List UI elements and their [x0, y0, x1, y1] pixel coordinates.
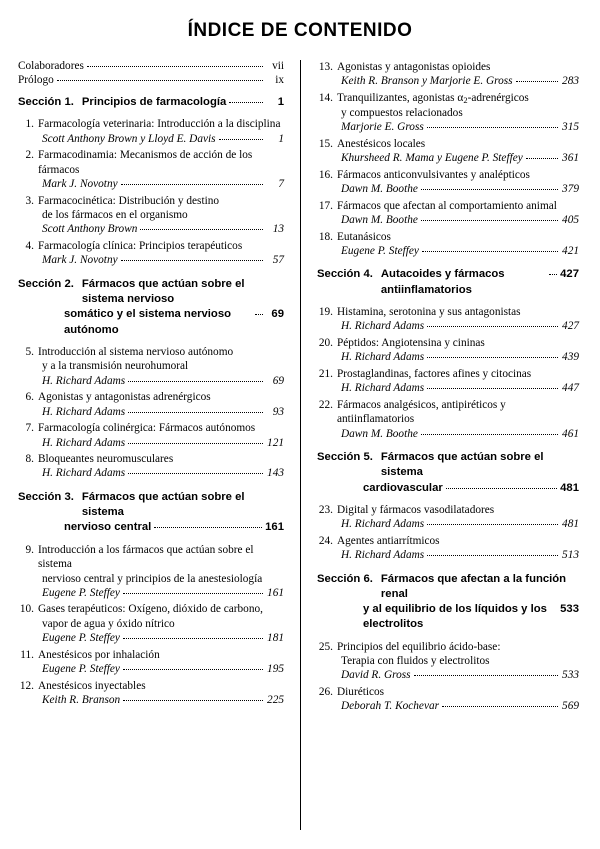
toc-chapter-entry[interactable]: [317, 91, 579, 135]
toc-chapter-entry[interactable]: [317, 685, 579, 714]
column-divider: [300, 60, 301, 830]
chapter-author: H. Richard Adams: [42, 374, 126, 387]
chapter-author-line: [18, 693, 284, 707]
dot-leader: [128, 472, 263, 474]
chapter-title-continued: nervioso central y principios de la anestesiología: [42, 572, 263, 585]
chapter-number: 8.: [25, 452, 34, 465]
chapter-number: 14.: [318, 91, 333, 104]
chapter-author: H. Richard Adams: [42, 405, 126, 418]
toc-chapter-entry[interactable]: [317, 168, 579, 197]
chapter-author-line: [18, 222, 284, 236]
dot-leader: [516, 80, 558, 82]
toc-chapter-entry[interactable]: [18, 239, 284, 268]
chapter-author-line: [317, 182, 579, 196]
chapter-author: Deborah T. Kochevar: [341, 700, 439, 713]
chapter-author-line: [18, 132, 284, 146]
front-matter-title: Prólogo: [18, 74, 54, 86]
chapter-title: Gases terapéuticos: Oxígeno, dióxido de carbono,: [38, 603, 263, 616]
dot-leader: [427, 523, 558, 525]
chapter-number: 22.: [318, 398, 333, 411]
dot-leader: [526, 157, 558, 159]
dot-leader: [427, 126, 558, 128]
chapter-title: Agentes antiarrítmicos: [337, 534, 440, 547]
page-number: 121: [267, 436, 284, 449]
toc-section-heading[interactable]: [18, 277, 284, 338]
chapter-title: Farmacología clínica: Principios terapéuticos: [38, 239, 243, 252]
dot-leader: [57, 79, 263, 81]
chapter-author-line: [317, 668, 579, 682]
toc-section-heading[interactable]: [18, 490, 284, 536]
chapter-author-line: [317, 74, 579, 88]
toc-chapter-entry[interactable]: [18, 421, 284, 450]
page-number: 143: [267, 467, 284, 480]
chapter-title: Principios del equilibrio ácido-base:: [337, 640, 501, 653]
chapter-title-continued: Terapia con fluidos y electrolitos: [341, 655, 490, 668]
chapter-number: 20.: [318, 336, 333, 349]
page-number: 405: [562, 214, 579, 227]
chapter-number: 13.: [318, 61, 333, 73]
toc-section-heading[interactable]: [317, 572, 579, 633]
chapter-author: Dawn M. Boothe: [341, 183, 418, 196]
page-number: 93: [272, 405, 284, 418]
toc-chapter-entry[interactable]: [18, 390, 284, 419]
toc-chapter-entry[interactable]: [317, 534, 579, 563]
chapter-title-continued: y compuestos relacionados: [341, 106, 463, 119]
section-label: Sección 2.: [18, 277, 74, 290]
toc-chapter-entry[interactable]: [317, 640, 579, 683]
section-label: Sección 3.: [18, 490, 74, 503]
page-number: 1: [277, 96, 284, 108]
toc-chapter-entry[interactable]: [18, 117, 284, 146]
chapter-title: Farmacodinamia: Mecanismos de acción de los fármacos: [38, 149, 253, 176]
toc-chapter-entry[interactable]: [317, 305, 579, 334]
chapter-author-line: [18, 662, 284, 676]
chapter-author-line: [317, 427, 579, 441]
page-number: 427: [562, 320, 579, 333]
dot-leader: [549, 273, 557, 275]
page-number: ix: [275, 74, 284, 86]
toc-chapter-entry[interactable]: [18, 452, 284, 481]
chapter-author: Mark J. Novotny: [42, 254, 118, 267]
chapter-author-line: [317, 699, 579, 713]
page-number: 7: [278, 178, 284, 191]
chapter-author-line: [317, 319, 579, 333]
toc-columns: [18, 60, 582, 830]
chapter-title: Diuréticos: [337, 685, 385, 698]
toc-chapter-entry[interactable]: [317, 336, 579, 365]
dot-leader: [140, 228, 263, 230]
chapter-number: 3.: [25, 194, 34, 207]
chapter-number: 11.: [20, 648, 34, 661]
dot-leader: [446, 487, 557, 489]
chapter-author: H. Richard Adams: [42, 436, 126, 449]
page-number: 439: [562, 351, 579, 364]
chapter-number: 16.: [318, 168, 333, 181]
page-number: 181: [267, 632, 284, 645]
chapter-number: 5.: [25, 345, 34, 358]
chapter-number: 15.: [318, 137, 333, 150]
chapter-author: H. Richard Adams: [341, 549, 425, 562]
chapter-author-line: [317, 151, 579, 165]
chapter-author: Eugene P. Steffey: [42, 632, 120, 645]
dot-leader: [427, 325, 558, 327]
section-label: Sección 1.: [18, 96, 74, 108]
page-number: 13: [272, 223, 284, 236]
chapter-author: H. Richard Adams: [42, 467, 126, 480]
chapter-author: Keith R. Branson y Marjorie E. Gross: [341, 75, 513, 88]
dot-leader: [427, 356, 558, 358]
page-number: 69: [272, 374, 284, 387]
dot-leader: [442, 705, 558, 707]
chapter-author-line: [18, 466, 284, 480]
dot-leader: [414, 674, 558, 676]
chapter-author: Eugene P. Steffey: [341, 244, 419, 257]
toc-chapter-entry[interactable]: [317, 199, 579, 228]
page-number: 225: [267, 694, 284, 707]
chapter-number: 25.: [318, 640, 333, 653]
section-title-continued: nervioso central: [64, 521, 152, 534]
chapter-author: Eugene P. Steffey: [42, 586, 120, 599]
page-number: 69: [271, 308, 284, 321]
section-title-continued: y al equilibrio de los líquidos y los electrolitos: [363, 603, 547, 631]
chapter-title: Farmacología colinérgica: Fármacos autónomos: [38, 422, 256, 435]
chapter-author: Khursheed R. Mama y Eugene P. Steffey: [341, 152, 523, 165]
dot-leader: [123, 637, 263, 639]
chapter-title: Agonistas y antagonistas opioides: [337, 61, 491, 73]
chapter-author-line: [317, 517, 579, 531]
chapter-title: Bloqueantes neuromusculares: [38, 452, 174, 465]
dot-leader: [128, 442, 263, 444]
section-title: Fármacos que actúan sobre el sistema: [380, 451, 544, 479]
page-number: 533: [562, 669, 579, 682]
chapter-number: 7.: [25, 422, 34, 435]
chapter-author-line: [18, 631, 284, 645]
toc-front-matter-entry[interactable]: [18, 60, 284, 72]
page-number: 569: [562, 700, 579, 713]
chapter-number: 17.: [318, 199, 333, 212]
dot-leader: [123, 592, 263, 594]
chapter-author: Dawn M. Boothe: [341, 214, 418, 227]
toc-chapter-entry[interactable]: [317, 503, 579, 532]
chapter-author: Keith R. Branson: [42, 694, 121, 707]
chapter-title: Fármacos analgésicos, antipiréticos y antiinflamatorios: [337, 398, 506, 426]
chapter-number: 9.: [25, 543, 34, 556]
chapter-number: 23.: [318, 503, 333, 516]
chapter-number: 12.: [19, 679, 34, 692]
chapter-author-line: [317, 381, 579, 395]
dot-leader: [128, 411, 263, 413]
chapter-number: 6.: [25, 391, 34, 404]
chapter-author-line: [18, 436, 284, 450]
toc-front-matter-entry[interactable]: [18, 74, 284, 86]
dot-leader: [154, 526, 262, 528]
chapter-title: Fármacos anticonvulsivantes y analépticos: [337, 168, 530, 181]
toc-chapter-entry[interactable]: [18, 602, 284, 645]
chapter-title: Farmacología veterinaria: Introducción a la disciplina: [38, 118, 281, 131]
chapter-author: Dawn M. Boothe: [341, 427, 418, 440]
toc-chapter-entry[interactable]: [18, 679, 284, 708]
page-number: 161: [267, 586, 284, 599]
chapter-title: Introducción al sistema nervioso autónomo: [38, 345, 234, 358]
section-label: Sección 6.: [317, 572, 373, 585]
page-number: 533: [560, 603, 579, 616]
page-number: 481: [562, 518, 579, 531]
page-number: 481: [560, 481, 579, 494]
page-number: 461: [562, 427, 579, 440]
dot-leader: [421, 188, 558, 190]
chapter-title: Histamina, serotonina y sus antagonistas: [337, 305, 521, 318]
dot-leader: [87, 65, 263, 67]
chapter-author: Eugene P. Steffey: [42, 663, 120, 676]
section-title: Principios de farmacología: [81, 96, 227, 108]
section-title: Fármacos que actúan sobre el sistema nervioso: [81, 277, 245, 306]
chapter-author-line: [317, 548, 579, 562]
chapter-title: Agonistas y antagonistas adrenérgicos: [38, 391, 211, 404]
chapter-title: Anestésicos locales: [337, 137, 426, 150]
page-number: 447: [562, 382, 579, 395]
toc-chapter-entry[interactable]: [317, 367, 579, 396]
chapter-title: Eutanásicos: [337, 230, 391, 243]
chapter-author: H. Richard Adams: [341, 351, 425, 364]
section-title: Fármacos que actúan sobre el sistema: [81, 490, 245, 519]
page-number: 161: [265, 521, 284, 534]
page-number: 1: [278, 132, 284, 145]
chapter-author: H. Richard Adams: [341, 382, 425, 395]
section-title-continued: cardiovascular: [363, 481, 443, 494]
chapter-author-line: [18, 253, 284, 267]
toc-section-heading[interactable]: [18, 95, 284, 110]
chapter-number: 18.: [318, 230, 333, 243]
dot-leader: [121, 183, 263, 185]
page-number: 361: [562, 152, 579, 165]
dot-leader: [128, 380, 263, 382]
dot-leader: [427, 387, 558, 389]
page-number: vii: [272, 60, 284, 72]
page-title: ÍNDICE DE CONTENIDO: [187, 20, 413, 41]
toc-chapter-entry[interactable]: [18, 543, 284, 601]
section-title: Fármacos que afectan a la función renal: [380, 572, 567, 600]
chapter-number: 4.: [25, 239, 34, 252]
chapter-number: 19.: [318, 305, 333, 318]
dot-leader: [229, 101, 263, 103]
section-title-continued: somático y el sistema nervioso autónomo: [64, 308, 232, 336]
chapter-title: Tranquilizantes, agonistas $\alpha_2$-adrenérgicos: [337, 91, 529, 106]
dot-leader: [427, 554, 558, 556]
chapter-author-line: [317, 350, 579, 364]
section-label: Sección 5.: [317, 451, 373, 464]
chapter-title-continued: vapor de agua y óxido nítrico: [42, 617, 175, 630]
chapter-title: Péptidos: Angiotensina y cininas: [337, 336, 485, 349]
chapter-number: 26.: [318, 685, 333, 698]
dot-leader: [255, 313, 263, 315]
dot-leader: [422, 250, 558, 252]
dot-leader: [123, 668, 263, 670]
chapter-author-line: [18, 177, 284, 191]
toc-chapter-entry[interactable]: [18, 148, 284, 191]
toc-column-right: [303, 60, 579, 830]
toc-chapter-entry[interactable]: [317, 398, 579, 441]
chapter-author-line: [317, 120, 579, 134]
chapter-author-line: [18, 374, 284, 388]
toc-section-heading[interactable]: [317, 450, 579, 496]
chapter-title: Anestésicos por inhalación: [38, 648, 160, 661]
chapter-number: 10.: [19, 603, 34, 616]
page-number: 57: [272, 254, 284, 267]
dot-leader: [219, 138, 263, 140]
page-number: 427: [560, 268, 579, 281]
dot-leader: [121, 259, 263, 261]
chapter-number: 2.: [25, 149, 34, 162]
chapter-title: Anestésicos inyectables: [38, 679, 146, 692]
page-number: 513: [562, 549, 579, 562]
chapter-author-line: [317, 213, 579, 227]
page-number: 283: [562, 75, 579, 88]
chapter-author: Mark J. Novotny: [42, 178, 118, 191]
dot-leader: [421, 433, 558, 435]
toc-column-left: [18, 60, 294, 830]
page-number: 421: [562, 244, 579, 257]
front-matter-title: Colaboradores: [18, 60, 84, 72]
chapter-author: H. Richard Adams: [341, 320, 425, 333]
chapter-title: Prostaglandinas, factores afines y citocinas: [337, 367, 532, 380]
chapter-title: Farmacocinética: Distribución y destino: [38, 194, 220, 207]
chapter-author: Scott Anthony Brown: [42, 223, 138, 236]
toc-chapter-entry[interactable]: [317, 137, 579, 166]
page-number: 315: [562, 121, 579, 134]
chapter-title-continued: y a la transmisión neurohumoral: [42, 360, 189, 373]
toc-chapter-entry[interactable]: [18, 648, 284, 677]
dot-leader: [123, 699, 263, 701]
chapter-title-continued: de los fármacos en el organismo: [42, 208, 188, 221]
chapter-author-line: [317, 244, 579, 258]
chapter-title: Fármacos que afectan al comportamiento animal: [337, 199, 557, 212]
toc-chapter-entry[interactable]: [317, 60, 579, 89]
toc-chapter-entry[interactable]: [317, 230, 579, 259]
chapter-author: Marjorie E. Gross: [341, 121, 424, 134]
section-label: Sección 4.: [317, 268, 373, 281]
chapter-author-line: [18, 586, 284, 600]
chapter-author: Scott Anthony Brown y Lloyd E. Davis: [42, 132, 216, 145]
page-number: 195: [267, 663, 284, 676]
dot-leader: [421, 219, 558, 221]
chapter-title: Digital y fármacos vasodilatadores: [337, 503, 495, 516]
section-title: Autacoides y fármacos antiinflamatorios: [380, 268, 505, 296]
chapter-title: Introducción a los fármacos que actúan sobre el sistema: [38, 543, 254, 571]
chapter-number: 1.: [25, 118, 34, 131]
chapter-author: H. Richard Adams: [341, 518, 425, 531]
chapter-number: 21.: [318, 367, 333, 380]
toc-chapter-entry[interactable]: [18, 194, 284, 237]
chapter-author: David R. Gross: [341, 669, 411, 682]
chapter-author-line: [18, 405, 284, 419]
chapter-number: 24.: [318, 534, 333, 547]
page-number: 379: [562, 183, 579, 196]
toc-chapter-entry[interactable]: [18, 345, 284, 388]
toc-section-heading[interactable]: [317, 267, 579, 298]
